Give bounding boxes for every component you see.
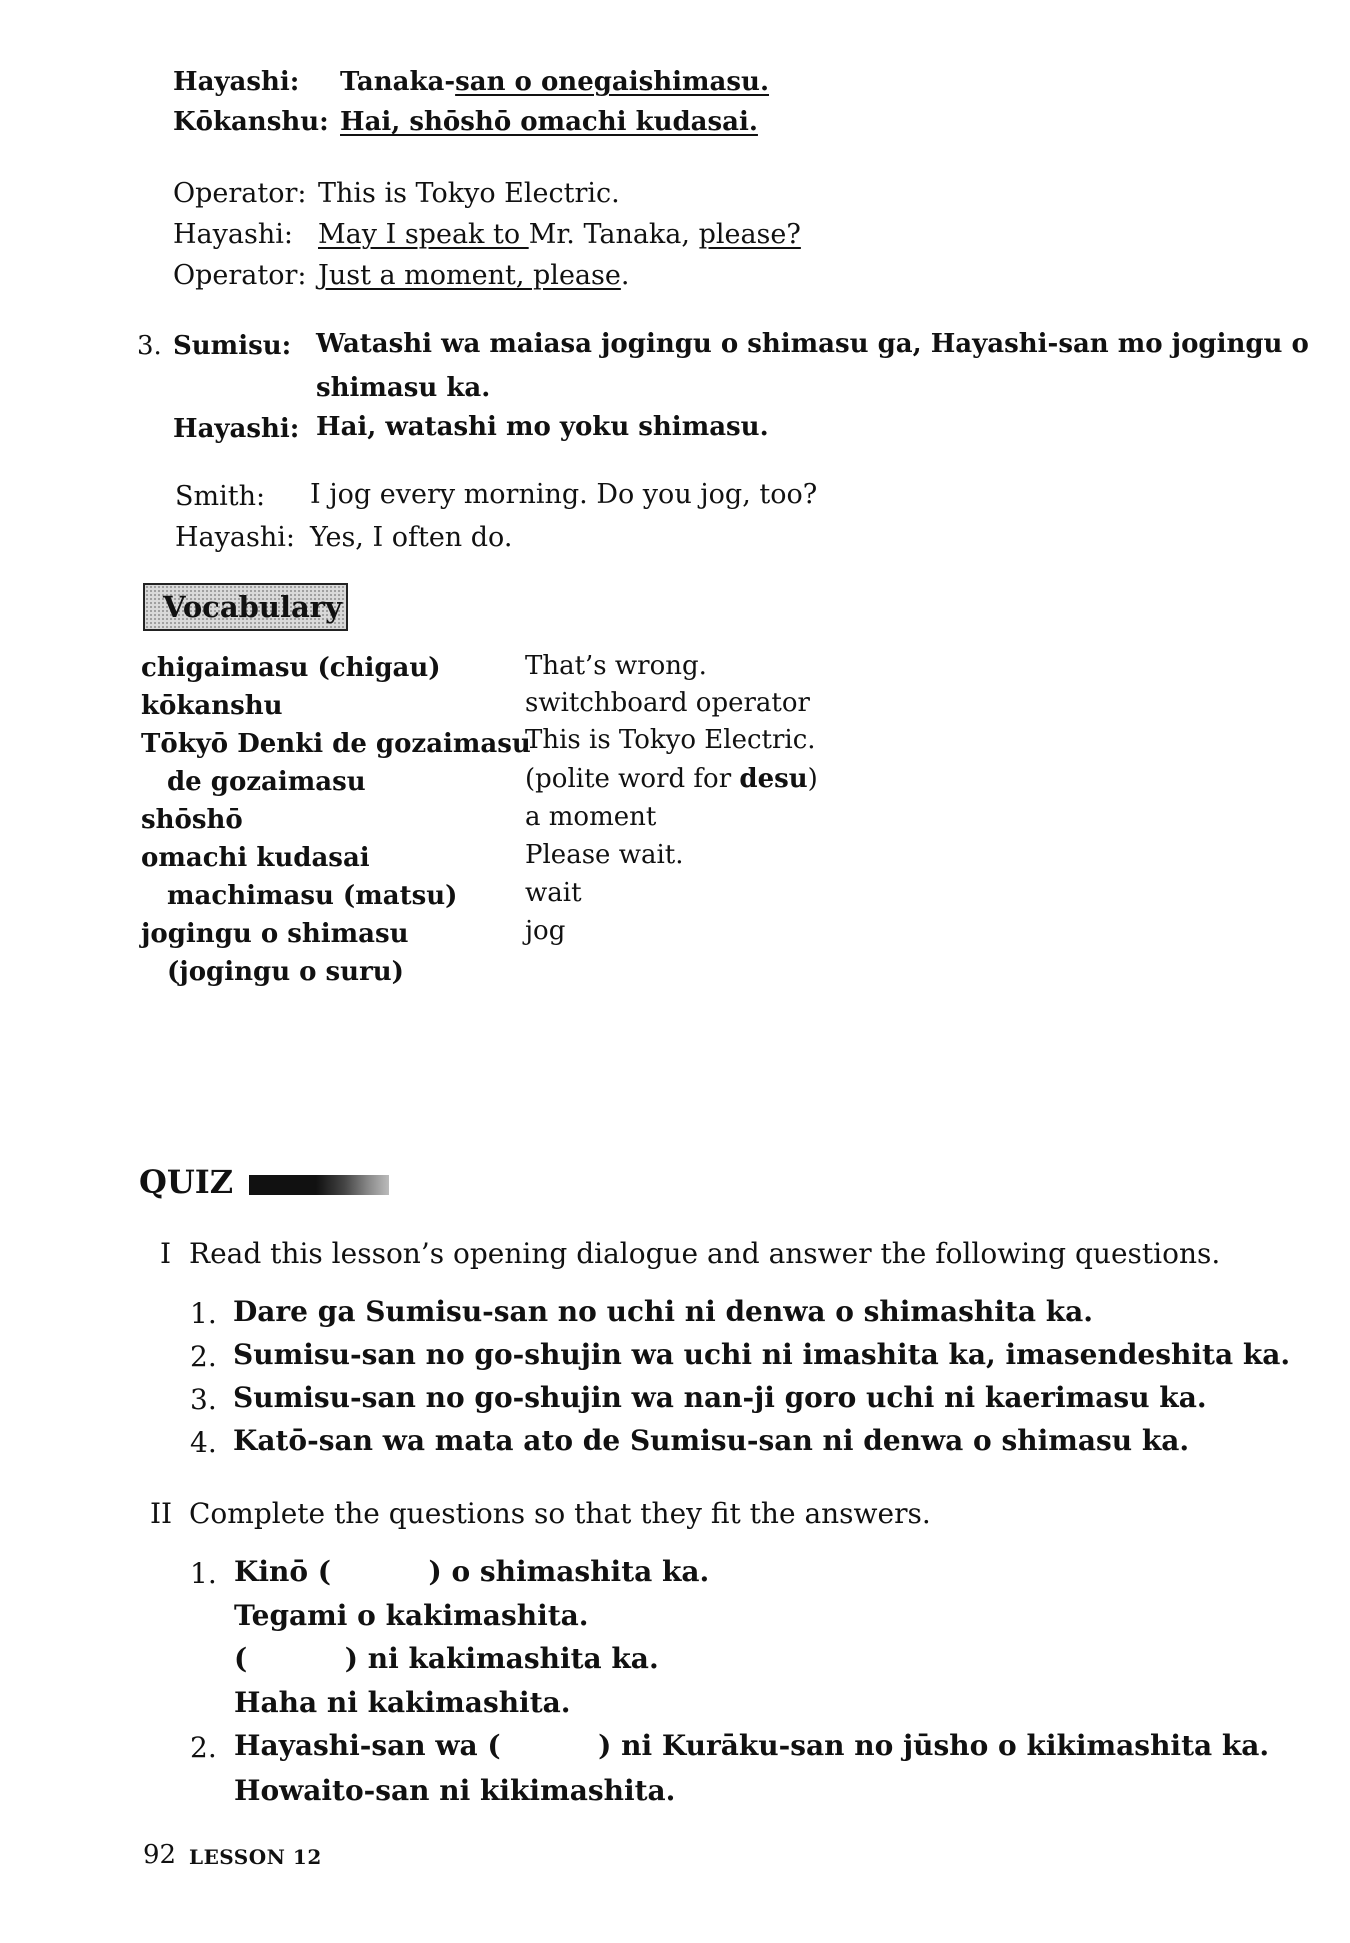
vocab-meaning-text: ) <box>807 764 818 794</box>
question-text: Sumisu-san no go-shujin wa uchi ni imashita ka, imasendeshita ka. <box>233 1338 1291 1371</box>
question-text: ( ) ni kakimashita ka. <box>234 1642 659 1675</box>
vocab-term: (jogingu o suru) <box>167 957 404 987</box>
vocab-meaning: Please wait. <box>525 840 684 870</box>
speaker-label: Hayashi: <box>175 522 295 553</box>
dialogue-line: shimasu ka. <box>316 373 491 403</box>
quiz-decorative-bar <box>249 1175 389 1195</box>
dialogue-text-underlined: Just a moment, please <box>318 260 621 291</box>
vocab-meaning-text: (polite word for <box>525 764 740 794</box>
vocab-term: chigaimasu (chigau) <box>141 653 441 683</box>
section-instruction: Complete the questions so that they fit the answers. <box>189 1497 931 1530</box>
vocab-meaning: jog <box>525 916 566 946</box>
dialogue-text: . <box>620 260 630 291</box>
speaker-label: Operator: <box>173 178 307 209</box>
vocab-meaning: switchboard operator <box>525 688 810 718</box>
vocab-term: omachi kudasai <box>141 843 370 873</box>
question-number: 2. <box>190 1731 217 1764</box>
dialogue-line: This is Tokyo Electric. <box>318 178 620 209</box>
vocab-meaning <box>525 764 818 794</box>
question-number: 3. <box>190 1383 217 1416</box>
dialogue-text-underlined: please? <box>698 219 801 250</box>
vocab-term: kōkanshu <box>141 691 283 721</box>
vocab-meaning: wait <box>525 878 582 908</box>
vocab-meaning: That’s wrong. <box>525 651 707 681</box>
dialogue-line <box>318 219 801 250</box>
vocab-term: machimasu (matsu) <box>167 881 458 911</box>
vocab-term: Tōkyō Denki de gozaimasu <box>141 729 531 759</box>
answer-text: Howaito-san ni kikimashita. <box>234 1774 676 1807</box>
speaker-label: Hayashi: <box>173 414 300 444</box>
dialogue-line <box>318 260 629 291</box>
speaker-label: Kōkanshu: <box>173 107 329 137</box>
question-text: Sumisu-san no go-shujin wa nan-ji goro uchi ni kaerimasu ka. <box>233 1381 1207 1414</box>
dialogue-text-underlined: May I speak to <box>318 219 529 250</box>
vocab-meaning-bold: desu <box>739 764 808 794</box>
dialogue-text-underlined: Hai, shōshō omachi kudasai. <box>340 107 758 137</box>
speaker-label: Sumisu: <box>173 331 292 361</box>
vocabulary-title: Vocabulary <box>163 590 342 624</box>
question-number: 1. <box>190 1557 217 1590</box>
dialogue-line: Watashi wa maiasa jogingu o shimasu ga, Hayashi-san mo jogingu o <box>316 329 1309 359</box>
dialogue-line: I jog every morning. Do you jog, too? <box>310 479 818 510</box>
speaker-label: Hayashi: <box>173 67 300 97</box>
question-text: Hayashi-san wa ( ) ni Kurāku-san no jūsho o kikimashita ka. <box>234 1729 1270 1762</box>
question-text: Dare ga Sumisu-san no uchi ni denwa o shimashita ka. <box>233 1295 1094 1328</box>
question-text: Katō-san wa mata ato de Sumisu-san ni denwa o shimasu ka. <box>233 1424 1190 1457</box>
dialogue-text-underlined: san o onegaishimasu. <box>455 67 770 97</box>
section-numeral: II <box>150 1497 173 1530</box>
dialogue-number: 3. <box>137 331 162 361</box>
question-number: 2. <box>190 1340 217 1373</box>
answer-text: Tegami o kakimashita. <box>234 1599 589 1632</box>
question-text: Kinō ( ) o shimashita ka. <box>234 1555 710 1588</box>
question-number: 1. <box>190 1297 217 1330</box>
section-instruction: Read this lesson’s opening dialogue and answer the following questions. <box>189 1237 1221 1270</box>
dialogue-line: Yes, I often do. <box>310 522 513 553</box>
vocabulary-heading-box <box>143 583 348 631</box>
vocab-meaning: a moment <box>525 802 657 832</box>
dialogue-text: Tanaka- <box>340 67 456 97</box>
quiz-title: QUIZ <box>139 1163 234 1201</box>
speaker-label: Operator: <box>173 260 307 291</box>
dialogue-line: Hai, watashi mo yoku shimasu. <box>316 412 769 442</box>
speaker-label: Smith: <box>175 481 266 512</box>
question-number: 4. <box>190 1426 217 1459</box>
vocab-meaning: This is Tokyo Electric. <box>525 725 816 755</box>
vocab-term: de gozaimasu <box>167 767 366 797</box>
dialogue-line <box>340 67 769 97</box>
section-numeral: I <box>160 1237 172 1270</box>
dialogue-line <box>340 107 758 137</box>
vocab-term: jogingu o shimasu <box>141 919 409 949</box>
vocab-term: shōshō <box>141 805 243 835</box>
page-number: 92 <box>143 1840 177 1870</box>
speaker-label: Hayashi: <box>173 219 293 250</box>
answer-text: Haha ni kakimashita. <box>234 1686 571 1719</box>
lesson-label: LESSON 12 <box>189 1845 322 1869</box>
dialogue-text: Mr. Tanaka, <box>528 219 699 250</box>
